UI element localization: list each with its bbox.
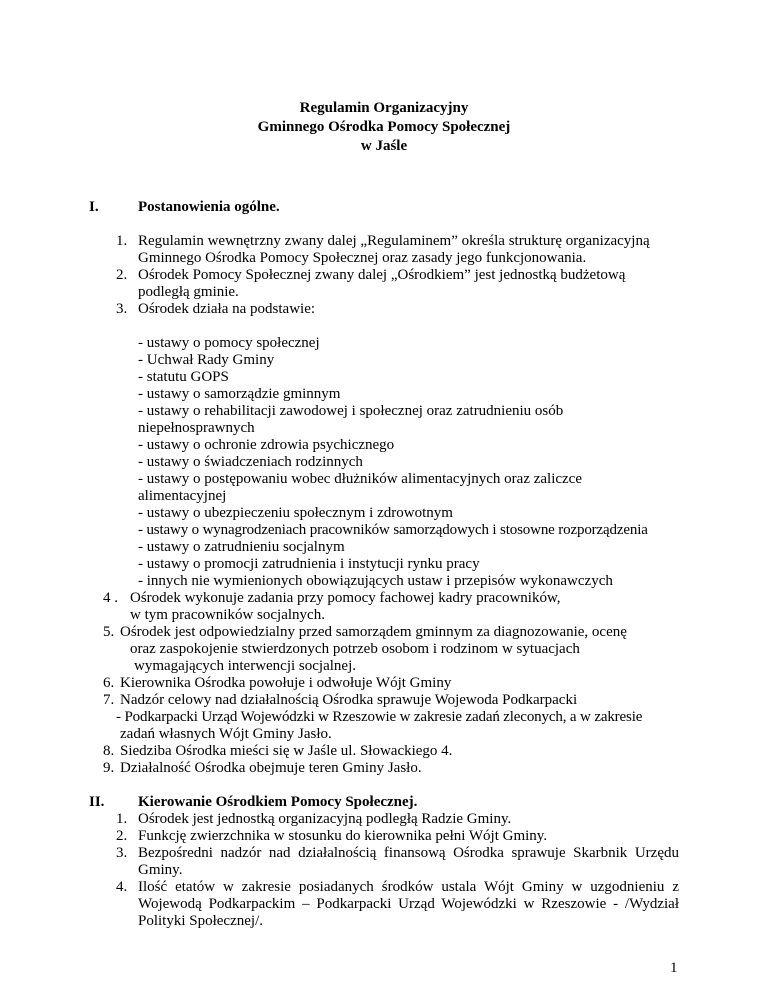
s2-item-2-line-1: Funkcję zwierzchnika w stosunku do kierownika pełni Wójt Gminy. <box>138 828 548 844</box>
basis-item: alimentacyjnej <box>138 488 227 504</box>
s2-item-1-number: 1. <box>116 811 128 827</box>
s1-item-9-line-1: Działalność Ośrodka obejmuje teren Gminy Jasło. <box>120 760 422 776</box>
basis-item: - ustawy o wynagrodzeniach pracowników samorządowych i stosowne rozporządzenia <box>138 522 648 538</box>
basis-item: - ustawy o rehabilitacji zawodowej i społecznej oraz zatrudnieniu osób <box>138 403 564 419</box>
s1-item-2-number: 2. <box>116 267 128 283</box>
section-1-heading: Postanowienia ogólne. <box>138 199 280 215</box>
s1-item-5-line-3: wymagających interwencji socjalnej. <box>134 658 356 674</box>
s1-item-7-line-1: Nadzór celowy nad działalnością Ośrodka sprawuje Wojewoda Podkarpacki <box>120 692 578 708</box>
s1-item-6-number: 6. <box>103 675 115 691</box>
page-number: 1 <box>670 960 678 976</box>
s1-item-4-line-1: Ośrodek wykonuje zadania przy pomocy fachowej kadry pracowników, <box>130 590 561 606</box>
basis-item: - ustawy o postępowaniu wobec dłużników alimentacyjnych oraz zaliczce <box>138 471 583 487</box>
s2-item-3-line-2: Gminy. <box>138 862 183 878</box>
basis-item: - innych nie wymienionych obowiązujących ustaw i przepisów wykonawczych <box>138 573 613 589</box>
doc-title-line-3: w Jaśle <box>360 138 408 154</box>
basis-item: - Uchwał Rady Gminy <box>138 352 275 368</box>
s2-item-4-number: 4. <box>116 879 128 895</box>
basis-item: niepełnosprawnych <box>138 420 255 436</box>
basis-item: - ustawy o pomocy społecznej <box>138 335 320 351</box>
s1-item-1-line-1: Regulamin wewnętrzny zwany dalej „Regulaminem” określa strukturę organizacyjną <box>138 233 650 249</box>
s1-item-8-line-1: Siedziba Ośrodka mieści się w Jaśle ul. Słowackiego 4. <box>120 743 453 759</box>
doc-title-line-1: Regulamin Organizacyjny <box>299 100 469 116</box>
s1-item-4-line-2: w tym pracowników socjalnych. <box>130 607 325 623</box>
s2-item-4-line-2: Wojewodą Podkarpackim – Podkarpacki Urząd Wojewódzki w Rzeszowie - /Wydział <box>138 896 679 912</box>
s1-item-1-number: 1. <box>116 233 128 249</box>
s2-item-4-line-1: Ilość etatów w zakresie posiadanych środków ustala Wójt Gminy w uzgodnieniu z <box>138 879 679 895</box>
s1-item-3-number: 3. <box>116 301 128 317</box>
s2-item-1-line-1: Ośrodek jest jednostką organizacyjną podległą Radzie Gminy. <box>138 811 512 827</box>
s1-item-2-line-2: podległą gminie. <box>138 284 239 300</box>
basis-item: - ustawy o promocji zatrudnienia i instytucji rynku pracy <box>138 556 480 572</box>
basis-item: - statutu GOPS <box>138 369 229 385</box>
s1-item-6-line-1: Kierownika Ośrodka powołuje i odwołuje Wójt Gminy <box>120 675 452 691</box>
s1-item-3-line-1: Ośrodek działa na podstawie: <box>138 301 316 317</box>
section-2-numeral: II. <box>89 794 105 810</box>
s2-item-4-line-3: Polityki Społecznej/. <box>138 913 263 929</box>
s1-item-8-number: 8. <box>103 743 115 759</box>
basis-item: - ustawy o ubezpieczeniu społecznym i zdrowotnym <box>138 505 453 521</box>
s1-item-2-line-1: Ośrodek Pomocy Społecznej zwany dalej „Ośrodkiem” jest jednostką budżetową <box>138 267 626 283</box>
s1-item-7-line-2: - Podkarpacki Urząd Wojewódzki w Rzeszowie w zakresie zadań zleconych, a w zakresie <box>116 709 643 725</box>
doc-title-line-2: Gminnego Ośrodka Pomocy Społecznej <box>257 119 511 135</box>
s2-item-3-number: 3. <box>116 845 128 861</box>
basis-item: - ustawy o świadczeniach rodzinnych <box>138 454 363 470</box>
s1-item-7-number: 7. <box>103 692 115 708</box>
s1-item-7-line-3: zadań własnych Wójt Gminy Jasło. <box>120 726 332 742</box>
s1-item-4-number: 4 . <box>103 590 118 606</box>
s1-item-9-number: 9. <box>103 760 115 776</box>
s1-item-5-number: 5. <box>103 624 115 640</box>
section-1-numeral: I. <box>89 199 99 215</box>
s1-item-1-line-2: Gminnego Ośrodka Pomocy Społecznej oraz zasady jego funkcjonowania. <box>138 250 587 266</box>
basis-item: - ustawy o zatrudnieniu socjalnym <box>138 539 345 555</box>
basis-item: - ustawy o samorządzie gminnym <box>138 386 341 402</box>
s1-item-5-line-1: Ośrodek jest odpowiedzialny przed samorządem gminnym za diagnozowanie, ocenę <box>120 624 627 640</box>
s1-item-5-line-2: oraz zaspokojenie stwierdzonych potrzeb osobom i rodzinom w sytuacjach <box>130 641 580 657</box>
section-2-heading: Kierowanie Ośrodkiem Pomocy Społecznej. <box>138 794 418 810</box>
basis-item: - ustawy o ochronie zdrowia psychicznego <box>138 437 395 453</box>
s2-item-2-number: 2. <box>116 828 128 844</box>
s2-item-3-line-1: Bezpośredni nadzór nad działalnością finansową Ośrodka sprawuje Skarbnik Urzędu <box>138 845 679 861</box>
